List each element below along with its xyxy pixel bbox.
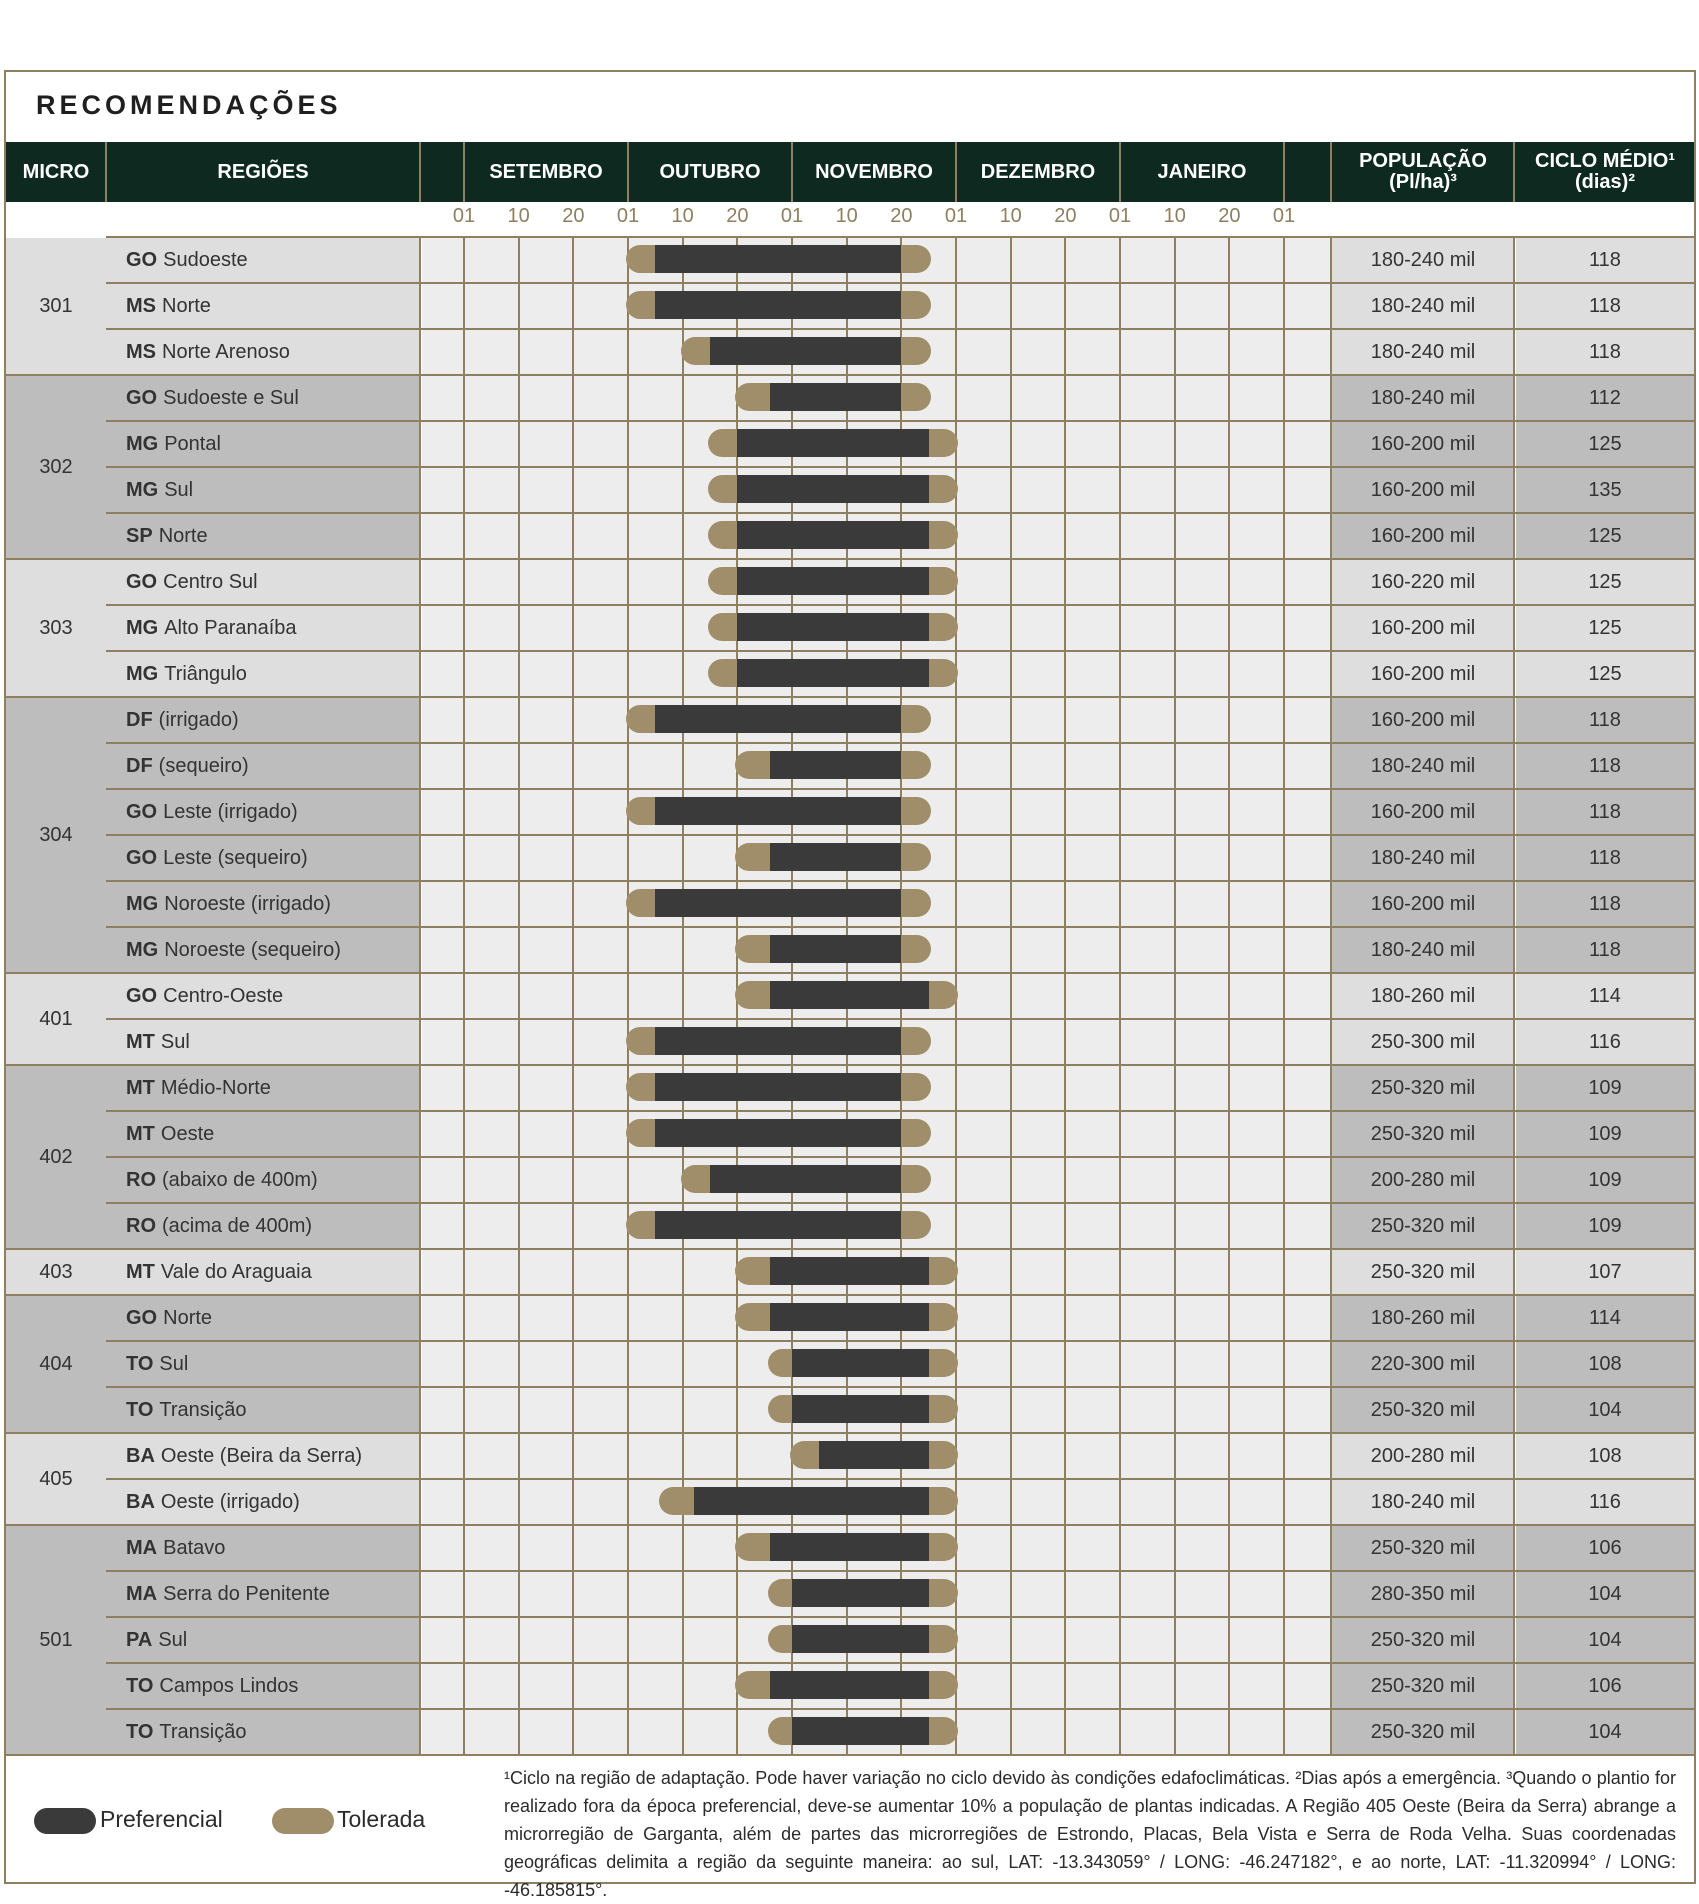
- state-code: RO: [126, 1214, 156, 1237]
- ciclo-cell: 125: [1516, 606, 1694, 650]
- state-code: SP: [126, 524, 153, 547]
- ciclo-cell: 125: [1516, 514, 1694, 558]
- header-month-janeiro: JANEIRO: [1157, 160, 1247, 183]
- state-code: GO: [126, 570, 158, 593]
- row-line: [106, 1524, 1694, 1526]
- preferencial-bar: [710, 337, 901, 365]
- population-cell: 180-240 mil: [1332, 744, 1514, 788]
- region-cell: [106, 652, 420, 696]
- state-code: MG: [126, 478, 159, 501]
- preferencial-bar: [655, 705, 901, 733]
- region-cell: [106, 560, 420, 604]
- preferencial-bar: [770, 981, 929, 1009]
- ciclo-cell: 109: [1516, 1204, 1694, 1248]
- population-cell: 200-280 mil: [1332, 1434, 1514, 1478]
- tick-label: 10: [999, 205, 1022, 227]
- state-code: MT: [126, 1260, 155, 1283]
- preferencial-bar: [770, 751, 901, 779]
- preferencial-bar: [694, 1487, 929, 1515]
- row-line: [106, 1478, 1694, 1480]
- grid-line: [1228, 236, 1230, 1754]
- state-code: MG: [126, 662, 159, 685]
- region-name: Noroeste (sequeiro): [164, 938, 341, 961]
- state-code: GO: [126, 386, 158, 409]
- tick-label: 10: [1163, 205, 1186, 227]
- region-name: Médio-Norte: [160, 1076, 271, 1099]
- population-cell: 180-240 mil: [1332, 1480, 1514, 1524]
- ciclo-cell: 114: [1516, 974, 1694, 1018]
- preferencial-bar: [655, 291, 901, 319]
- region-cell: [106, 1618, 420, 1662]
- population-cell: 200-280 mil: [1332, 1158, 1514, 1202]
- region-cell: [106, 882, 420, 926]
- header-regioes: REGIÕES: [217, 160, 309, 183]
- region-cell: [106, 974, 420, 1018]
- state-code: MT: [126, 1122, 155, 1145]
- population-cell: 250-320 mil: [1332, 1664, 1514, 1708]
- row-line: [106, 1432, 1694, 1434]
- row-line: [106, 1110, 1694, 1112]
- ciclo-cell: 116: [1516, 1480, 1694, 1524]
- state-code: MT: [126, 1076, 155, 1099]
- row-line: [106, 558, 1694, 560]
- state-code: RO: [126, 1168, 156, 1191]
- row-line: [106, 1018, 1694, 1020]
- region-name: Sul: [160, 1030, 190, 1053]
- micro-cell: 303: [6, 560, 106, 698]
- region-cell: [106, 1020, 420, 1064]
- row-line: [106, 1156, 1694, 1158]
- ciclo-cell: 104: [1516, 1710, 1694, 1754]
- grid-line: [627, 236, 629, 1754]
- micro-cell: 302: [6, 376, 106, 560]
- row-line: [106, 1064, 1694, 1066]
- ciclo-cell: 118: [1516, 744, 1694, 788]
- row-line: [106, 420, 1694, 422]
- state-code: MA: [126, 1582, 158, 1605]
- ciclo-cell: 135: [1516, 468, 1694, 512]
- region-cell: [106, 1066, 420, 1110]
- tick-label: 10: [835, 205, 858, 227]
- row-line: [106, 328, 1694, 330]
- region-name: Leste (irrigado): [163, 800, 298, 823]
- row-line: [106, 1248, 1694, 1250]
- population-cell: 160-220 mil: [1332, 560, 1514, 604]
- region-name: Campos Lindos: [159, 1674, 299, 1697]
- region-cell: [106, 468, 420, 512]
- region-name: Sul: [159, 1352, 189, 1375]
- region-name: Noroeste (irrigado): [164, 892, 331, 915]
- grid-line: [682, 236, 684, 1754]
- region-name: Transição: [159, 1398, 247, 1421]
- region-cell: [106, 1572, 420, 1616]
- region-name: Oeste: [160, 1122, 215, 1145]
- preferencial-bar: [737, 429, 928, 457]
- region-cell: [106, 1204, 420, 1248]
- ciclo-cell: 112: [1516, 376, 1694, 420]
- region-cell: [106, 330, 420, 374]
- region-cell: [106, 1434, 420, 1478]
- population-cell: 180-260 mil: [1332, 1296, 1514, 1340]
- preferencial-bar: [792, 1349, 929, 1377]
- population-cell: 180-240 mil: [1332, 330, 1514, 374]
- region-name: Centro-Oeste: [163, 984, 284, 1007]
- state-code: MS: [126, 340, 156, 363]
- population-cell: 250-320 mil: [1332, 1112, 1514, 1156]
- state-code: MS: [126, 294, 156, 317]
- preferencial-bar: [770, 843, 901, 871]
- population-cell: 180-260 mil: [1332, 974, 1514, 1018]
- state-code: MA: [126, 1536, 158, 1559]
- state-code: MG: [126, 892, 159, 915]
- population-cell: 250-320 mil: [1332, 1388, 1514, 1432]
- micro-cell: 403: [6, 1250, 106, 1296]
- region-name: Norte: [158, 524, 208, 547]
- grid-line: [1064, 236, 1066, 1754]
- row-line: [106, 282, 1694, 284]
- legend-preferencial-swatch: [34, 1808, 96, 1834]
- state-code: MT: [126, 1030, 155, 1053]
- ciclo-cell: 108: [1516, 1434, 1694, 1478]
- row-line: [106, 374, 1694, 376]
- population-cell: 250-300 mil: [1332, 1020, 1514, 1064]
- row-line: [106, 742, 1694, 744]
- preferencial-bar: [655, 1073, 901, 1101]
- region-cell: [106, 514, 420, 558]
- region-cell: [106, 1296, 420, 1340]
- population-cell: 160-200 mil: [1332, 514, 1514, 558]
- row-line: [106, 512, 1694, 514]
- population-cell: 250-320 mil: [1332, 1066, 1514, 1110]
- population-cell: 180-240 mil: [1332, 836, 1514, 880]
- state-code: TO: [126, 1352, 154, 1375]
- ciclo-cell: 118: [1516, 698, 1694, 742]
- row-line: [106, 834, 1694, 836]
- region-cell: [106, 376, 420, 420]
- state-code: GO: [126, 1306, 158, 1329]
- row-line: [106, 466, 1694, 468]
- ciclo-cell: 118: [1516, 284, 1694, 328]
- region-name: Oeste (Beira da Serra): [160, 1444, 363, 1467]
- ciclo-cell: 114: [1516, 1296, 1694, 1340]
- ciclo-cell: 125: [1516, 422, 1694, 466]
- region-cell: [106, 1388, 420, 1432]
- state-code: TO: [126, 1674, 154, 1697]
- header-month-dezembro: DEZEMBRO: [980, 160, 1096, 183]
- ciclo-cell: 108: [1516, 1342, 1694, 1386]
- population-cell: 180-240 mil: [1332, 238, 1514, 282]
- ciclo-cell: 118: [1516, 928, 1694, 972]
- region-cell: [106, 1342, 420, 1386]
- preferencial-bar: [770, 935, 901, 963]
- state-code: PA: [126, 1628, 153, 1651]
- ciclo-cell: 106: [1516, 1526, 1694, 1570]
- micro-cell: 405: [6, 1434, 106, 1526]
- row-line: [106, 1616, 1694, 1618]
- preferencial-bar: [792, 1625, 929, 1653]
- region-name: Serra do Penitente: [163, 1582, 330, 1605]
- population-cell: 160-200 mil: [1332, 790, 1514, 834]
- row-line: [106, 1294, 1694, 1296]
- preferencial-bar: [792, 1395, 929, 1423]
- grid-line: [463, 236, 465, 1754]
- preferencial-bar: [770, 1671, 929, 1699]
- region-name: Pontal: [164, 432, 221, 455]
- header-month-setembro: SETEMBRO: [489, 160, 603, 183]
- row-line: [106, 880, 1694, 882]
- row-line: [106, 1340, 1694, 1342]
- grid-line: [1174, 236, 1176, 1754]
- micro-cell: 402: [6, 1066, 106, 1250]
- population-cell: 160-200 mil: [1332, 422, 1514, 466]
- ciclo-cell: 104: [1516, 1388, 1694, 1432]
- state-code: MG: [126, 432, 159, 455]
- region-cell: [106, 790, 420, 834]
- population-cell: 160-200 mil: [1332, 468, 1514, 512]
- region-cell: [106, 744, 420, 788]
- region-name: (sequeiro): [158, 754, 249, 777]
- preferencial-bar: [737, 567, 928, 595]
- region-name: Oeste (irrigado): [160, 1490, 300, 1513]
- population-cell: 180-240 mil: [1332, 928, 1514, 972]
- tick-label: 01: [780, 205, 804, 227]
- population-cell: 160-200 mil: [1332, 606, 1514, 650]
- preferencial-bar: [655, 245, 901, 273]
- region-cell: [106, 1112, 420, 1156]
- legend-tolerada-swatch: [272, 1808, 334, 1834]
- preferencial-bar: [770, 1533, 929, 1561]
- state-code: GO: [126, 846, 158, 869]
- preferencial-bar: [792, 1717, 929, 1745]
- region-name: (abaixo de 400m): [162, 1168, 318, 1191]
- row-line: [106, 788, 1694, 790]
- footnote: ¹Ciclo na região de adaptação. Pode haver variação no ciclo devido às condições edafoclimáticas. ²Dias após a emergência. ³Quando o plantio for realizado fora da época preferencial, deve-se aumentar 10% a população de plantas indicadas. A Região 405 Oeste (Beira da Serra) abrange a microrregião de Garganta, além de partes das microrregiões de Estrondo, Placas, Bela Vista e Serra de Roda Velha. Suas coordenadas geográficas delimita a região da seguinte maneira: ao sul, LAT: -13.343059° / LONG: -46.247182°, e ao norte, LAT: -11.320994° / LONG: -46.185815°.: [504, 1768, 1676, 1900]
- preferencial-bar: [655, 1119, 901, 1147]
- grid-line: [518, 236, 520, 1754]
- region-cell: [106, 1250, 420, 1294]
- ciclo-cell: 109: [1516, 1066, 1694, 1110]
- row-line: [106, 926, 1694, 928]
- legend-tolerada-label: Tolerada: [337, 1806, 426, 1832]
- row-line: [106, 1386, 1694, 1388]
- region-name: Batavo: [163, 1536, 226, 1559]
- tick-label: 20: [726, 205, 749, 227]
- region-cell: [106, 1710, 420, 1754]
- preferencial-bar: [737, 659, 928, 687]
- region-cell: [106, 422, 420, 466]
- population-cell: 180-240 mil: [1332, 376, 1514, 420]
- region-name: (irrigado): [158, 708, 239, 731]
- ciclo-cell: 125: [1516, 560, 1694, 604]
- micro-cell: 304: [6, 698, 106, 974]
- header-micro: MICRO: [22, 160, 90, 183]
- region-cell: [106, 1480, 420, 1524]
- micro-cell: 301: [6, 238, 106, 376]
- state-code: TO: [126, 1398, 154, 1421]
- population-cell: 250-320 mil: [1332, 1710, 1514, 1754]
- population-cell: 180-240 mil: [1332, 284, 1514, 328]
- micro-cell: 501: [6, 1526, 106, 1756]
- region-cell: [106, 606, 420, 650]
- population-cell: 160-200 mil: [1332, 698, 1514, 742]
- tick-label: 01: [616, 205, 640, 227]
- state-code: MG: [126, 938, 159, 961]
- row-line: [106, 236, 1694, 238]
- region-name: Triângulo: [164, 662, 247, 685]
- ciclo-cell: 109: [1516, 1158, 1694, 1202]
- region-name: Sudoeste: [163, 248, 248, 271]
- preferencial-bar: [792, 1579, 929, 1607]
- state-code: DF: [126, 708, 153, 731]
- grid-line: [1330, 236, 1332, 1754]
- ciclo-cell: 125: [1516, 652, 1694, 696]
- population-cell: 220-300 mil: [1332, 1342, 1514, 1386]
- population-cell: 250-320 mil: [1332, 1250, 1514, 1294]
- population-cell: 160-200 mil: [1332, 882, 1514, 926]
- ciclo-cell: 116: [1516, 1020, 1694, 1064]
- ciclo-cell: 104: [1516, 1572, 1694, 1616]
- state-code: DF: [126, 754, 153, 777]
- population-cell: 160-200 mil: [1332, 652, 1514, 696]
- row-line: [106, 604, 1694, 606]
- tick-label: 01: [1272, 205, 1296, 227]
- region-cell: [106, 928, 420, 972]
- preferencial-bar: [737, 521, 928, 549]
- row-line: [106, 1662, 1694, 1664]
- tick-label: 10: [671, 205, 694, 227]
- page-title: RECOMENDAÇÕES: [36, 90, 342, 120]
- tick-label: 10: [507, 205, 530, 227]
- population-cell: 250-320 mil: [1332, 1526, 1514, 1570]
- header-ciclo: CICLO MÉDIO¹ (dias)²: [1535, 150, 1675, 193]
- preferencial-bar: [770, 1303, 929, 1331]
- ciclo-cell: 104: [1516, 1618, 1694, 1662]
- row-line: [106, 1708, 1694, 1710]
- state-code: BA: [126, 1444, 155, 1467]
- region-cell: [106, 836, 420, 880]
- micro-cell: 401: [6, 974, 106, 1066]
- region-cell: [106, 698, 420, 742]
- population-cell: 280-350 mil: [1332, 1572, 1514, 1616]
- micro-cell: 404: [6, 1296, 106, 1434]
- preferencial-bar: [770, 383, 901, 411]
- legend-preferencial-label: Preferencial: [100, 1806, 223, 1832]
- row-line: [106, 1570, 1694, 1572]
- region-name: Centro Sul: [163, 570, 258, 593]
- region-name: Sudoeste e Sul: [163, 386, 299, 409]
- tick-label: 20: [1054, 205, 1077, 227]
- state-code: GO: [126, 248, 158, 271]
- region-name: Leste (sequeiro): [163, 846, 308, 869]
- tick-label: 01: [1108, 205, 1132, 227]
- region-name: Norte: [163, 1306, 213, 1329]
- ciclo-cell: 106: [1516, 1664, 1694, 1708]
- region-cell: [106, 1526, 420, 1570]
- tick-label: 20: [1218, 205, 1241, 227]
- region-name: Transição: [159, 1720, 247, 1743]
- preferencial-bar: [770, 1257, 929, 1285]
- preferencial-bar: [710, 1165, 901, 1193]
- grid-line: [419, 236, 421, 1754]
- region-name: Alto Paranaíba: [164, 616, 297, 639]
- ciclo-cell: 118: [1516, 882, 1694, 926]
- grid-line: [572, 236, 574, 1754]
- tick-label: 20: [562, 205, 585, 227]
- row-line: [106, 972, 1694, 974]
- tick-label: 01: [452, 205, 476, 227]
- region-cell: [106, 238, 420, 282]
- tick-label: 01: [944, 205, 968, 227]
- region-name: Norte: [162, 294, 211, 317]
- region-cell: [106, 284, 420, 328]
- grid-line: [1119, 236, 1121, 1754]
- region-name: Sul: [158, 1628, 188, 1651]
- grid-line: [1513, 236, 1515, 1754]
- state-code: GO: [126, 800, 158, 823]
- region-name: Vale do Araguaia: [160, 1260, 312, 1283]
- ciclo-cell: 107: [1516, 1250, 1694, 1294]
- row-line: [106, 1202, 1694, 1204]
- header-month-novembro: NOVEMBRO: [815, 160, 933, 183]
- ciclo-cell: 118: [1516, 330, 1694, 374]
- state-code: MG: [126, 616, 159, 639]
- header-month-outubro: OUTUBRO: [659, 160, 761, 183]
- population-cell: 250-320 mil: [1332, 1204, 1514, 1248]
- preferencial-bar: [655, 1211, 901, 1239]
- preferencial-bar: [737, 613, 928, 641]
- grid-line: [1283, 236, 1285, 1754]
- state-code: BA: [126, 1490, 155, 1513]
- header-populacao: POPULAÇÃO (Pl/ha)³: [1359, 150, 1487, 193]
- row-line: [106, 650, 1694, 652]
- state-code: TO: [126, 1720, 154, 1743]
- preferencial-bar: [655, 1027, 901, 1055]
- tick-label: 20: [890, 205, 913, 227]
- preferencial-bar: [655, 889, 901, 917]
- preferencial-bar: [819, 1441, 928, 1469]
- table-bottom-border: [6, 1754, 1694, 1756]
- row-line: [106, 696, 1694, 698]
- region-name: Norte Arenoso: [162, 340, 290, 363]
- preferencial-bar: [655, 797, 901, 825]
- ciclo-cell: 118: [1516, 238, 1694, 282]
- ciclo-cell: 118: [1516, 790, 1694, 834]
- ciclo-cell: 109: [1516, 1112, 1694, 1156]
- region-name: (acima de 400m): [162, 1214, 313, 1237]
- state-code: GO: [126, 984, 158, 1007]
- preferencial-bar: [737, 475, 928, 503]
- population-cell: 250-320 mil: [1332, 1618, 1514, 1662]
- region-name: Sul: [164, 478, 194, 501]
- region-cell: [106, 1664, 420, 1708]
- grid-line: [1010, 236, 1012, 1754]
- region-cell: [106, 1158, 420, 1202]
- ciclo-cell: 118: [1516, 836, 1694, 880]
